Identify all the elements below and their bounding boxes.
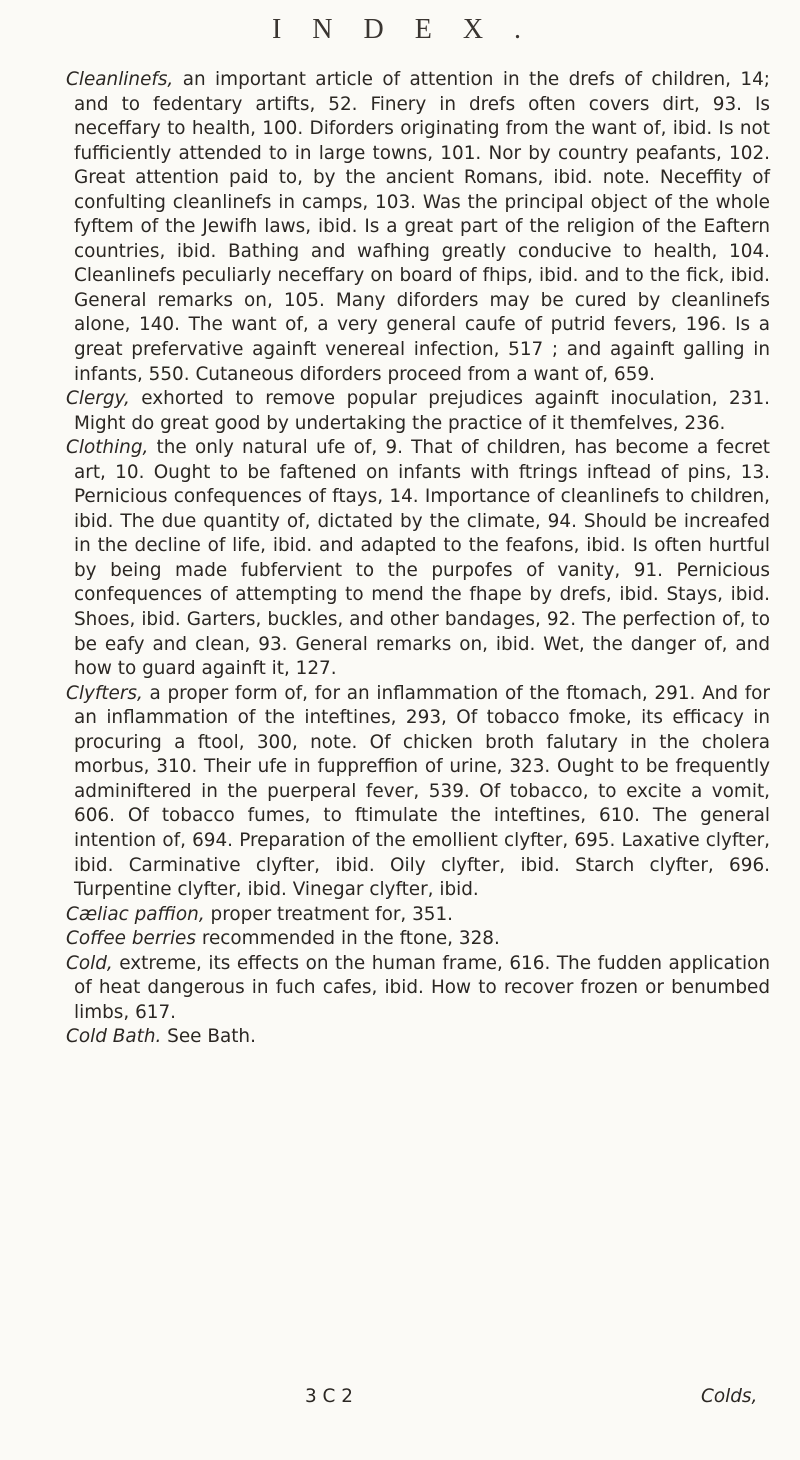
index-entry-cold <box>52 952 770 1026</box>
entry-text: an important article of attention in the drefs of children, 14; and to fedentary artifts, 52. Finery in drefs often covers dirt, 93. Is neceffary to health, 100. Diforders originating from the want of, ibid. Is not fufficiently attended to in large towns, 101. Nor by country peafants, 102. Great attention paid to, by the ancient Romans, ibid. note. Neceffity of confulting cleanlinefs in camps, 103. Was the principal object of the whole fyftem of the Jewifh laws, ibid. Is a great part of the religion of the Eaftern countries, ibid. Bathing and wafhing greatly conducive to health, 104. Cleanlinefs peculiarly neceffary on board of fhips, ibid. and to the fick, ibid. General remarks on, 105. Many diforders may be cured by cleanlinefs alone, 140. The want of, a very general caufe of putrid fevers, 196. Is a great prefervative againft venereal infection, 517 ; and againft galling in infants, 550. Cutaneous diforders proceed from a want of, 659. <box>74 69 770 385</box>
index-entry-clysters <box>52 682 770 903</box>
entry-headword: Cold Bath. <box>66 1026 162 1048</box>
entry-text: extreme, its effects on the human frame, 616. The fudden application of heat dangerous in fuch cafes, ibid. How to recover frozen or benumbed limbs, 617. <box>74 952 770 1023</box>
entry-text: proper treatment for, 351. <box>204 903 454 925</box>
index-entry-clergy <box>52 387 770 436</box>
index-entry-clothing <box>52 436 770 681</box>
catchword: Colds, <box>701 1386 758 1407</box>
entry-headword: Clyfters, <box>66 682 143 704</box>
entry-text: See Bath. <box>161 1026 256 1048</box>
index-entry-coeliac-passion <box>52 903 770 928</box>
entry-headword: Clergy, <box>66 388 130 410</box>
entry-text: a proper form of, for an inflammation of the ftomach, 291. And for an inflammation of the inteftines, 293, Of tobacco fmoke, its efficacy in procuring a ftool, 300, note. Of chicken broth falutary in the cholera morbus, 310. Their ufe in fuppreffion of urine, 323. Ought to be frequently adminiftered in the puerperal fever, 539. Of tobacco, to excite a vomit, 606. Of tobacco fumes, to ftimulate the inteftines, 610. The general intention of, 694. Preparation of the emollient clyfter, 695. Laxative clyfter, ibid. Carminative clyfter, ibid. Oily clyfter, ibid. Starch clyfter, 696. Turpentine clyfter, ibid. Vinegar clyfter, ibid. <box>74 682 770 901</box>
entry-headword: Coffee berries <box>66 928 196 950</box>
index-entry-cold-bath <box>52 1025 770 1050</box>
entry-headword: Cleanlinefs, <box>66 69 174 90</box>
page-footer <box>0 1386 800 1416</box>
index-entry-coffee-berries <box>52 927 770 952</box>
index-entries <box>52 68 770 1050</box>
running-head: INDEX. <box>271 14 553 45</box>
index-entry-cleanliness <box>52 68 770 387</box>
signature-mark: 3 C 2 <box>305 1386 353 1407</box>
entry-headword: Cæliac paffion, <box>66 903 205 925</box>
entry-text: recommended in the ftone, 328. <box>195 928 500 950</box>
entry-headword: Clothing, <box>66 437 149 459</box>
entry-text: exhorted to remove popular prejudices againft inoculation, 231. Might do great good by undertaking the practice of it themfelves, 236. <box>74 388 770 434</box>
entry-headword: Cold, <box>66 952 113 974</box>
entry-text: the only natural ufe of, 9. That of children, has become a fecret art, 10. Ought to be faftened on infants with ftrings inftead of pins, 13. Pernicious confequences of ftays, 14. Importance of cleanlinefs to children, ibid. The due quantity of, dictated by the climate, 94. Should be increafed in the decline of life, ibid. and adapted to the feafons, ibid. Is often hurtful by being made fubfervient to the purpofes of vanity, 91. Pernicious confequences of attempting to mend the fhape by drefs, ibid. Stays, ibid. Shoes, ibid. Garters, buckles, and other bandages, 92. The perfection of, to be eafy and clean, 93. General remarks on, ibid. Wet, the danger of, and how to guard againft it, 127. <box>74 437 770 680</box>
